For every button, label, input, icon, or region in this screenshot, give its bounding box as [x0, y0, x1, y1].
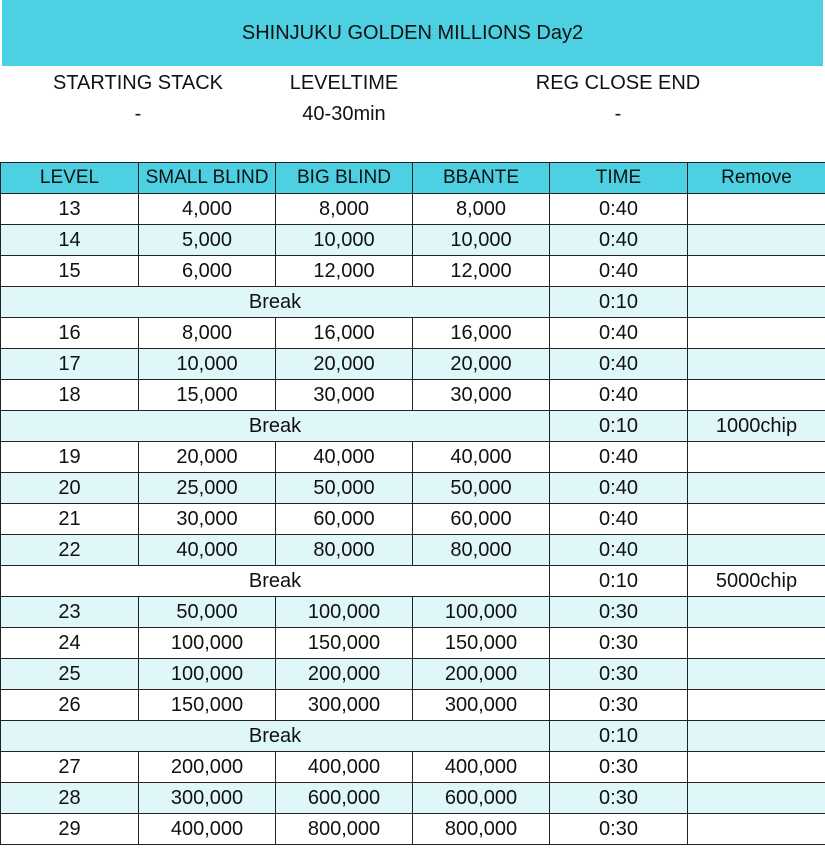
big-blind-cell: 400,000 — [276, 752, 413, 783]
level-cell: 20 — [1, 473, 139, 504]
bbante-cell: 10,000 — [413, 225, 550, 256]
big-blind-cell: 800,000 — [276, 814, 413, 845]
bbante-cell: 12,000 — [413, 256, 550, 287]
header-time: TIME — [550, 163, 688, 194]
level-cell: 21 — [1, 504, 139, 535]
remove-cell — [688, 380, 825, 411]
small-blind-cell: 100,000 — [139, 628, 276, 659]
remove-cell — [688, 194, 825, 225]
bbante-cell: 16,000 — [413, 318, 550, 349]
level-cell: 18 — [1, 380, 139, 411]
starting-stack-label: STARTING STACK — [52, 72, 224, 94]
bbante-cell: 150,000 — [413, 628, 550, 659]
time-cell: 0:30 — [550, 597, 688, 628]
leveltime-info — [264, 68, 424, 130]
time-cell: 0:30 — [550, 814, 688, 845]
time-cell: 0:40 — [550, 194, 688, 225]
level-row — [1, 690, 825, 721]
level-row — [1, 752, 825, 783]
level-cell: 27 — [1, 752, 139, 783]
break-label: Break — [1, 721, 550, 752]
header-big-blind: BIG BLIND — [276, 163, 413, 194]
table-header-row — [1, 163, 825, 194]
break-row — [1, 566, 825, 597]
starting-stack-info — [20, 68, 256, 130]
big-blind-cell: 40,000 — [276, 442, 413, 473]
big-blind-cell: 50,000 — [276, 473, 413, 504]
leveltime-label: LEVELTIME — [289, 72, 399, 94]
level-cell: 16 — [1, 318, 139, 349]
level-row — [1, 442, 825, 473]
level-cell: 19 — [1, 442, 139, 473]
level-cell: 24 — [1, 628, 139, 659]
time-cell: 0:10 — [550, 287, 688, 318]
table-body — [1, 194, 825, 845]
bbante-cell: 200,000 — [413, 659, 550, 690]
level-row — [1, 597, 825, 628]
reg-close-info — [498, 68, 738, 130]
remove-cell: 5000chip — [688, 566, 825, 597]
remove-cell — [688, 721, 825, 752]
big-blind-cell: 100,000 — [276, 597, 413, 628]
level-row — [1, 783, 825, 814]
remove-cell — [688, 442, 825, 473]
time-cell: 0:40 — [550, 442, 688, 473]
level-row — [1, 256, 825, 287]
small-blind-cell: 20,000 — [139, 442, 276, 473]
bbante-cell: 300,000 — [413, 690, 550, 721]
header-small-blind: SMALL BLIND — [139, 163, 276, 194]
remove-cell — [688, 690, 825, 721]
remove-cell — [688, 349, 825, 380]
starting-stack-value: - — [134, 103, 142, 125]
level-row — [1, 194, 825, 225]
time-cell: 0:10 — [550, 566, 688, 597]
time-cell: 0:30 — [550, 783, 688, 814]
remove-cell — [688, 752, 825, 783]
level-cell: 29 — [1, 814, 139, 845]
big-blind-cell: 16,000 — [276, 318, 413, 349]
bbante-cell: 30,000 — [413, 380, 550, 411]
big-blind-cell: 60,000 — [276, 504, 413, 535]
time-cell: 0:40 — [550, 318, 688, 349]
reg-close-value: - — [614, 103, 622, 125]
big-blind-cell: 30,000 — [276, 380, 413, 411]
big-blind-cell: 300,000 — [276, 690, 413, 721]
time-cell: 0:30 — [550, 690, 688, 721]
break-label: Break — [1, 287, 550, 318]
break-label: Break — [1, 411, 550, 442]
level-row — [1, 535, 825, 566]
time-cell: 0:40 — [550, 535, 688, 566]
time-cell: 0:10 — [550, 721, 688, 752]
remove-cell — [688, 535, 825, 566]
level-row — [1, 628, 825, 659]
big-blind-cell: 12,000 — [276, 256, 413, 287]
small-blind-cell: 40,000 — [139, 535, 276, 566]
small-blind-cell: 4,000 — [139, 194, 276, 225]
time-cell: 0:30 — [550, 752, 688, 783]
small-blind-cell: 8,000 — [139, 318, 276, 349]
level-cell: 22 — [1, 535, 139, 566]
bbante-cell: 50,000 — [413, 473, 550, 504]
bbante-cell: 8,000 — [413, 194, 550, 225]
level-row — [1, 318, 825, 349]
small-blind-cell: 30,000 — [139, 504, 276, 535]
bbante-cell: 600,000 — [413, 783, 550, 814]
level-row — [1, 504, 825, 535]
remove-cell — [688, 318, 825, 349]
reg-close-label: REG CLOSE END — [535, 72, 701, 94]
level-row — [1, 659, 825, 690]
time-cell: 0:40 — [550, 256, 688, 287]
small-blind-cell: 15,000 — [139, 380, 276, 411]
remove-cell — [688, 659, 825, 690]
small-blind-cell: 300,000 — [139, 783, 276, 814]
small-blind-cell: 200,000 — [139, 752, 276, 783]
remove-cell: 1000chip — [688, 411, 825, 442]
small-blind-cell: 10,000 — [139, 349, 276, 380]
remove-cell — [688, 628, 825, 659]
header-level: LEVEL — [1, 163, 139, 194]
bbante-cell: 80,000 — [413, 535, 550, 566]
small-blind-cell: 6,000 — [139, 256, 276, 287]
remove-cell — [688, 814, 825, 845]
small-blind-cell: 50,000 — [139, 597, 276, 628]
time-cell: 0:40 — [550, 504, 688, 535]
big-blind-cell: 200,000 — [276, 659, 413, 690]
blind-structure-table — [0, 162, 825, 845]
big-blind-cell: 150,000 — [276, 628, 413, 659]
page-title: SHINJUKU GOLDEN MILLIONS Day2 — [2, 0, 823, 66]
level-row — [1, 814, 825, 845]
break-label: Break — [1, 566, 550, 597]
big-blind-cell: 20,000 — [276, 349, 413, 380]
time-cell: 0:30 — [550, 659, 688, 690]
time-cell: 0:40 — [550, 225, 688, 256]
bbante-cell: 800,000 — [413, 814, 550, 845]
big-blind-cell: 600,000 — [276, 783, 413, 814]
level-cell: 17 — [1, 349, 139, 380]
tournament-info — [0, 68, 825, 148]
bbante-cell: 40,000 — [413, 442, 550, 473]
bbante-cell: 60,000 — [413, 504, 550, 535]
big-blind-cell: 8,000 — [276, 194, 413, 225]
bbante-cell: 100,000 — [413, 597, 550, 628]
break-row — [1, 411, 825, 442]
bbante-cell: 400,000 — [413, 752, 550, 783]
small-blind-cell: 100,000 — [139, 659, 276, 690]
remove-cell — [688, 256, 825, 287]
remove-cell — [688, 597, 825, 628]
level-row — [1, 349, 825, 380]
small-blind-cell: 25,000 — [139, 473, 276, 504]
level-cell: 26 — [1, 690, 139, 721]
level-row — [1, 380, 825, 411]
level-cell: 28 — [1, 783, 139, 814]
time-cell: 0:40 — [550, 349, 688, 380]
bbante-cell: 20,000 — [413, 349, 550, 380]
remove-cell — [688, 473, 825, 504]
remove-cell — [688, 504, 825, 535]
time-cell: 0:10 — [550, 411, 688, 442]
remove-cell — [688, 225, 825, 256]
big-blind-cell: 80,000 — [276, 535, 413, 566]
break-row — [1, 721, 825, 752]
level-cell: 14 — [1, 225, 139, 256]
level-cell: 15 — [1, 256, 139, 287]
time-cell: 0:30 — [550, 628, 688, 659]
level-row — [1, 473, 825, 504]
level-cell: 25 — [1, 659, 139, 690]
remove-cell — [688, 287, 825, 318]
time-cell: 0:40 — [550, 380, 688, 411]
small-blind-cell: 150,000 — [139, 690, 276, 721]
level-cell: 13 — [1, 194, 139, 225]
time-cell: 0:40 — [550, 473, 688, 504]
level-row — [1, 225, 825, 256]
leveltime-value: 40-30min — [302, 103, 386, 125]
header-remove: Remove — [688, 163, 825, 194]
small-blind-cell: 5,000 — [139, 225, 276, 256]
remove-cell — [688, 783, 825, 814]
level-cell: 23 — [1, 597, 139, 628]
small-blind-cell: 400,000 — [139, 814, 276, 845]
header-bbante: BBANTE — [413, 163, 550, 194]
big-blind-cell: 10,000 — [276, 225, 413, 256]
break-row — [1, 287, 825, 318]
